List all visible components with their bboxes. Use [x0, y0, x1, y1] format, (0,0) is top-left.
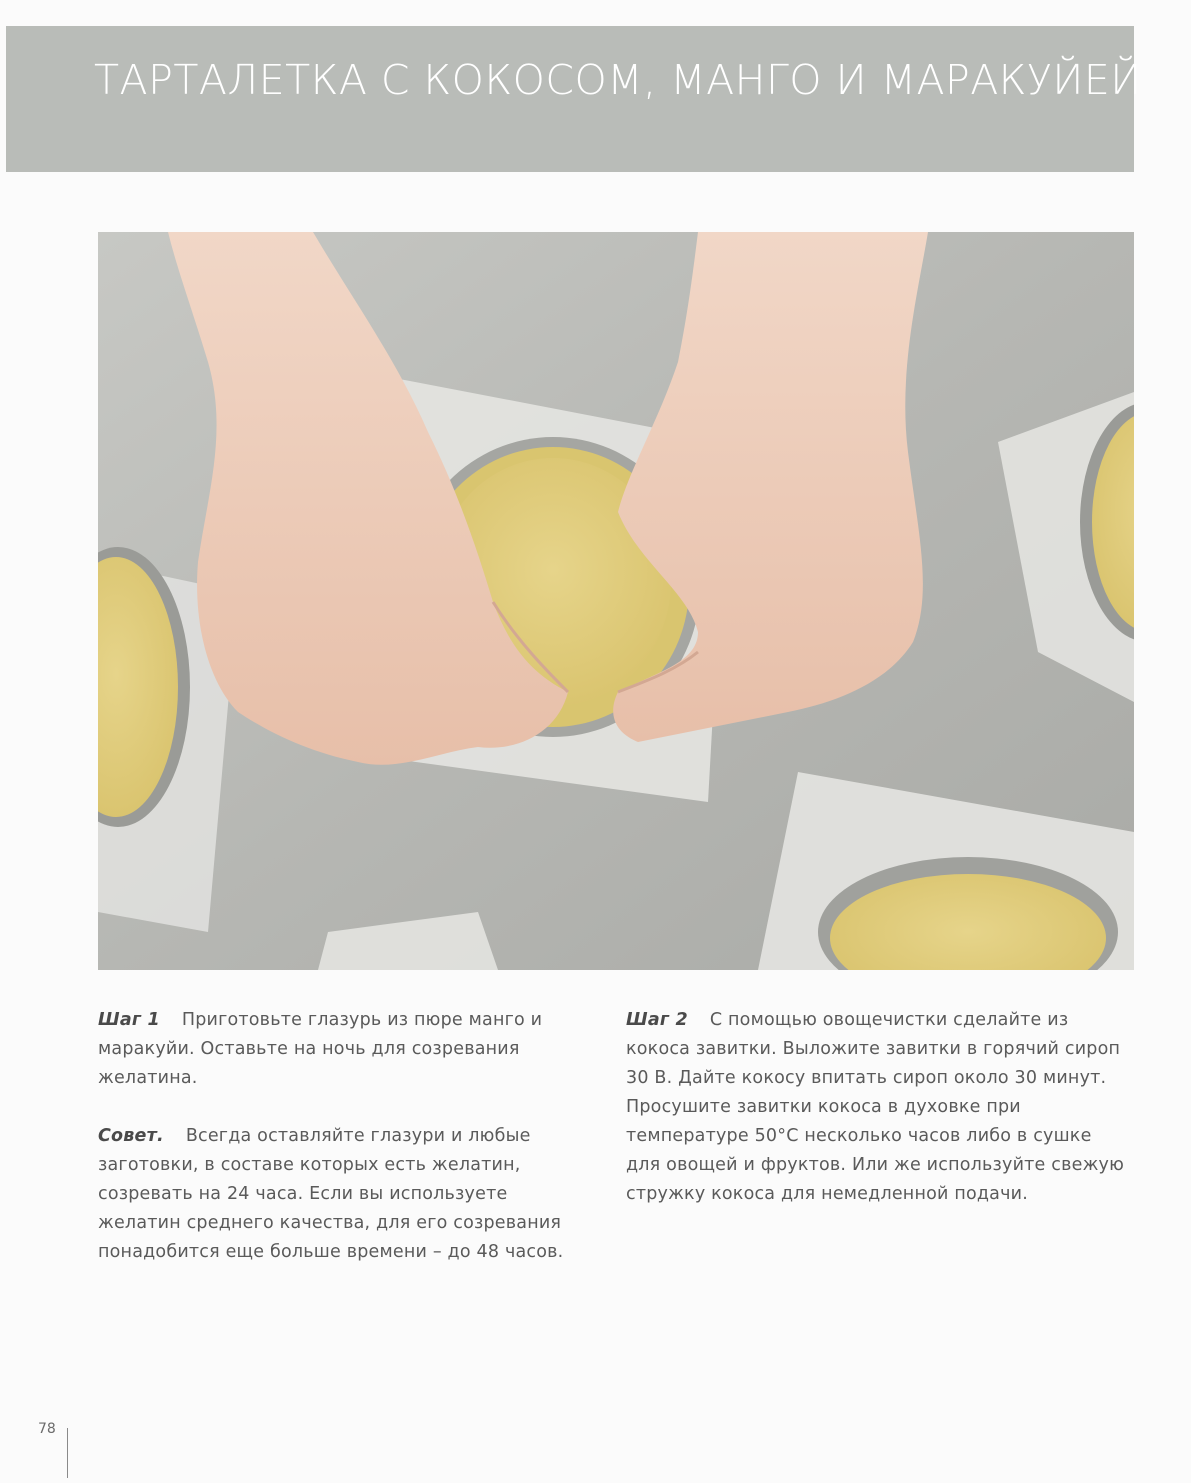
- step-2-text: С помощью овощечистки сделайте из кокоса завитки. Выложите завитки в горячий сироп 30 В. Дайте кокосу впитать сироп около 30 минут. Просушите завитки кокоса в духовке при температуре 50°С несколько часов либо в сушке для овощей и фруктов. Или же используйте свежую стружку кокоса для немедленной подачи.: [626, 1010, 1125, 1204]
- step-1: [98, 1006, 578, 1093]
- step-2-label: Шаг 2: [626, 1010, 688, 1030]
- tip: [98, 1122, 578, 1267]
- page-title: ТАРТАЛЕТКА С КОКОСОМ, МАНГО И МАРАКУЙЕЙ: [94, 56, 1142, 104]
- page-number-divider: [67, 1428, 68, 1478]
- tip-label: Совет.: [98, 1126, 164, 1146]
- step-1-text: Приготовьте глазурь из пюре манго и маракуйи. Оставьте на ночь для созревания желатина.: [98, 1010, 543, 1088]
- step-2: [626, 1006, 1126, 1209]
- step-1-label: Шаг 1: [98, 1010, 160, 1030]
- page-number: 78: [38, 1421, 56, 1437]
- left-column: [98, 1006, 578, 1296]
- recipe-photo: [98, 232, 1134, 970]
- tip-text: Всегда оставляйте глазури и любые заготовки, в составе которых есть желатин, созревать на 24 часа. Если вы используете желатин среднего качества, для его созревания понадобится еще больше времени – до 48 часов.: [98, 1126, 564, 1262]
- right-column: [626, 1006, 1126, 1238]
